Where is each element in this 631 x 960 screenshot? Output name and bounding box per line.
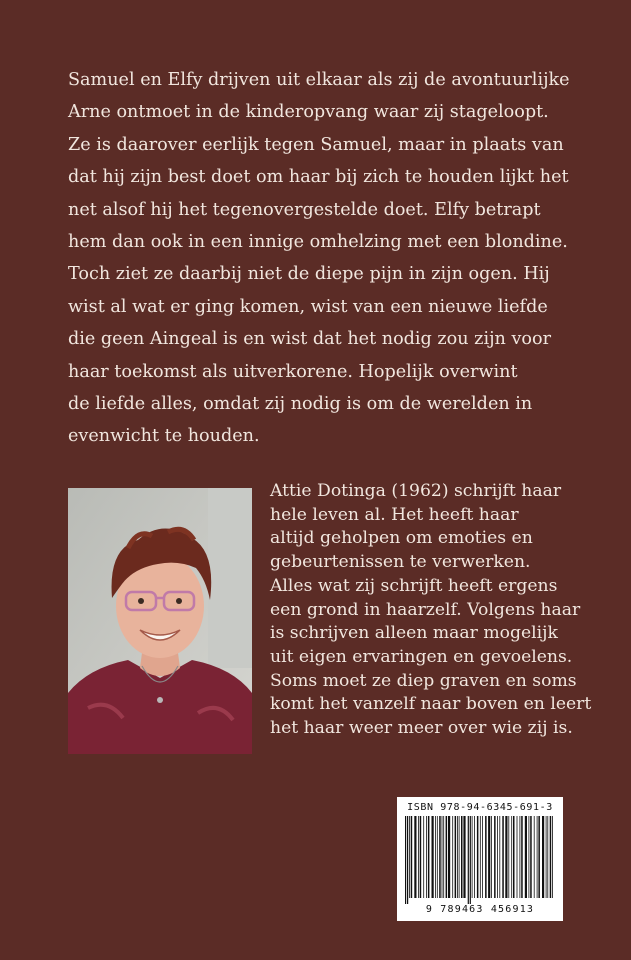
barcode-bar xyxy=(550,816,552,898)
barcode-bar xyxy=(488,816,490,898)
back-cover-blurb xyxy=(68,64,588,453)
barcode-bar xyxy=(491,816,492,898)
barcode-bar xyxy=(442,816,443,898)
barcode-bar xyxy=(411,816,413,898)
barcode-bar xyxy=(461,816,463,898)
barcode-bar xyxy=(546,816,547,898)
barcode-bar xyxy=(435,816,436,898)
bio-line: Attie Dotinga (1962) schrijft haar xyxy=(270,481,562,501)
author-photo xyxy=(68,488,252,754)
barcode-bar xyxy=(547,816,548,898)
barcode-guard-bar xyxy=(470,816,471,904)
barcode-bar xyxy=(446,816,448,898)
blurb-line: die geen Aingeal is en wist dat het nodig zou zijn voor xyxy=(68,329,551,350)
bio-line: altijd geholpen om emoties en xyxy=(270,528,533,549)
barcode-digits: 9 789463 456913 xyxy=(425,904,535,915)
barcode-bar xyxy=(472,816,473,898)
barcode-bar xyxy=(409,816,410,898)
bio-line: Alles wat zij schrijft heeft ergens xyxy=(270,575,558,596)
barcode-guard-bar xyxy=(405,816,406,904)
barcode-bar xyxy=(482,816,483,898)
barcode-bar xyxy=(437,816,438,898)
barcode-bar xyxy=(521,816,523,898)
barcode-bar xyxy=(459,816,460,898)
barcode-bar xyxy=(485,816,487,898)
barcode-bar xyxy=(517,816,518,898)
blurb-line: Arne ontmoet in de kinderopvang waar zij stageloopt. xyxy=(68,102,549,123)
barcode-bar xyxy=(418,816,419,898)
barcode-bar xyxy=(477,816,479,898)
bio-line: Soms moet ze diep graven en soms xyxy=(270,670,577,691)
barcode-bar xyxy=(529,816,530,898)
blurb-line: dat hij zijn best doet om haar bij zich te houden lijkt het xyxy=(68,167,569,188)
barcode-bar xyxy=(552,816,553,898)
bio-line: een grond in haarzelf. Volgens haar xyxy=(270,599,581,620)
barcode-bar xyxy=(505,816,507,898)
barcode-bar xyxy=(448,816,450,898)
blurb-line: de liefde alles, omdat zij nodig is om de werelden in xyxy=(68,394,533,415)
barcode-bar xyxy=(432,816,434,898)
bio-line: gebeurtenissen te verwerken. xyxy=(270,552,531,573)
barcode-bar xyxy=(463,816,465,898)
bio-line: het haar weer meer over wie zij is. xyxy=(270,718,573,739)
barcode-bar xyxy=(542,816,544,898)
blurb-line: Toch ziet ze daarbij niet de diepe pijn in zijn ogen. Hij xyxy=(68,264,550,285)
barcode-bar xyxy=(423,816,424,898)
barcode-bar xyxy=(508,816,509,898)
barcode-bar xyxy=(480,816,481,898)
barcode-bar xyxy=(414,816,416,898)
blurb-line: wist al wat er ging komen, wist van een nieuwe liefde xyxy=(68,296,548,317)
bio-line: komt het vanzelf naar boven en leert xyxy=(270,694,592,715)
blurb-line: Samuel en Elfy drijven uit elkaar als zij de avontuurlijke xyxy=(68,70,570,90)
barcode-bar xyxy=(494,816,496,898)
blurb-line: evenwicht te houden. xyxy=(68,426,260,447)
author-bio xyxy=(270,480,590,741)
barcode-bar xyxy=(428,816,430,898)
bio-line: hele leven al. Het heeft haar xyxy=(270,504,519,525)
isbn-barcode xyxy=(397,797,563,921)
blurb-line: Ze is daarover eerlijk tegen Samuel, maar in plaats van xyxy=(68,134,564,155)
blurb-line: net alsof hij het tegenovergestelde doet. Elfy betrapt xyxy=(68,199,541,220)
isbn-label: ISBN 978-94-6345-691-3 xyxy=(407,802,553,813)
barcode-bar xyxy=(420,816,422,898)
barcode-bar xyxy=(513,816,515,898)
barcode-bar xyxy=(457,816,458,898)
barcode-bar xyxy=(502,816,504,898)
barcode-bar xyxy=(530,816,532,898)
barcode-bar xyxy=(538,816,540,898)
barcode-guard-bar xyxy=(407,816,408,904)
barcode-bar xyxy=(426,816,427,898)
barcode-bars xyxy=(403,816,557,904)
barcode-bar xyxy=(499,816,500,898)
barcode-bar xyxy=(511,816,512,898)
barcode-bar xyxy=(439,816,441,898)
barcode-bar xyxy=(452,816,453,898)
blurb-line: haar toekomst als uitverkorene. Hopelijk overwint xyxy=(68,361,518,382)
barcode-bar xyxy=(474,816,475,898)
barcode-bar xyxy=(537,816,538,898)
barcode-guard-bar xyxy=(468,816,469,904)
bio-line: is schrijven alleen maar mogelijk xyxy=(270,623,558,644)
barcode-bar xyxy=(497,816,498,898)
barcode-bar xyxy=(534,816,535,898)
barcode-bar xyxy=(455,816,457,898)
bio-line: uit eigen ervaringen en gevoelens. xyxy=(270,646,573,667)
barcode-bar xyxy=(525,816,527,898)
barcode-bar xyxy=(443,816,444,898)
blurb-line: hem dan ook in een innige omhelzing met een blondine. xyxy=(68,232,568,253)
barcode-bar xyxy=(520,816,521,898)
